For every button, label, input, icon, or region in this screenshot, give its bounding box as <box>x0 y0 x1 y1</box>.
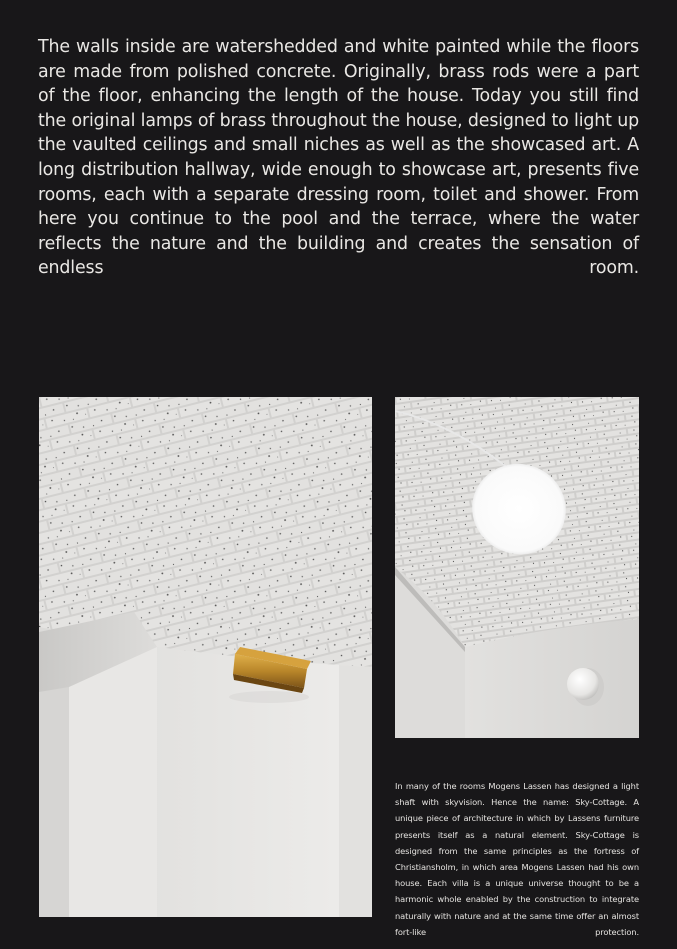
interior-photo-brass-lamp <box>39 397 372 917</box>
intro-paragraph: The walls inside are watershedded and white painted while the floors are made from polished concrete. Originally, brass rods were a part of the floor, enhancing the length of the house. Today you still find the original lamps of brass throughout the house, designed to light up the vaulted ceilings and small niches as well as the showcased art. A long distribution hallway, wide enough to showcase art, presents five rooms, each with a separate dressing room, toilet and shower. From here you continue to the pool and the terrace, where the water reflects the nature and the building and creates the sensation of endless room. <box>38 37 639 279</box>
photo-caption: In many of the rooms Mogens Lassen has designed a light shaft with skyvision. Hence the name: Sky-Cottage. A unique piece of architecture in which by Lassens furniture presents itself as a natural element. Sky-Cottage is designed from the same principles as the fortress of Christiansholm, in which area Mogens Lassen had his own house. Each villa is a unique universe thought to be a harmonic whole enabled by the construction to integrate naturally with nature and at the same time offer an almost fort-like protection. <box>395 781 639 937</box>
interior-photo-skylight <box>395 397 639 738</box>
